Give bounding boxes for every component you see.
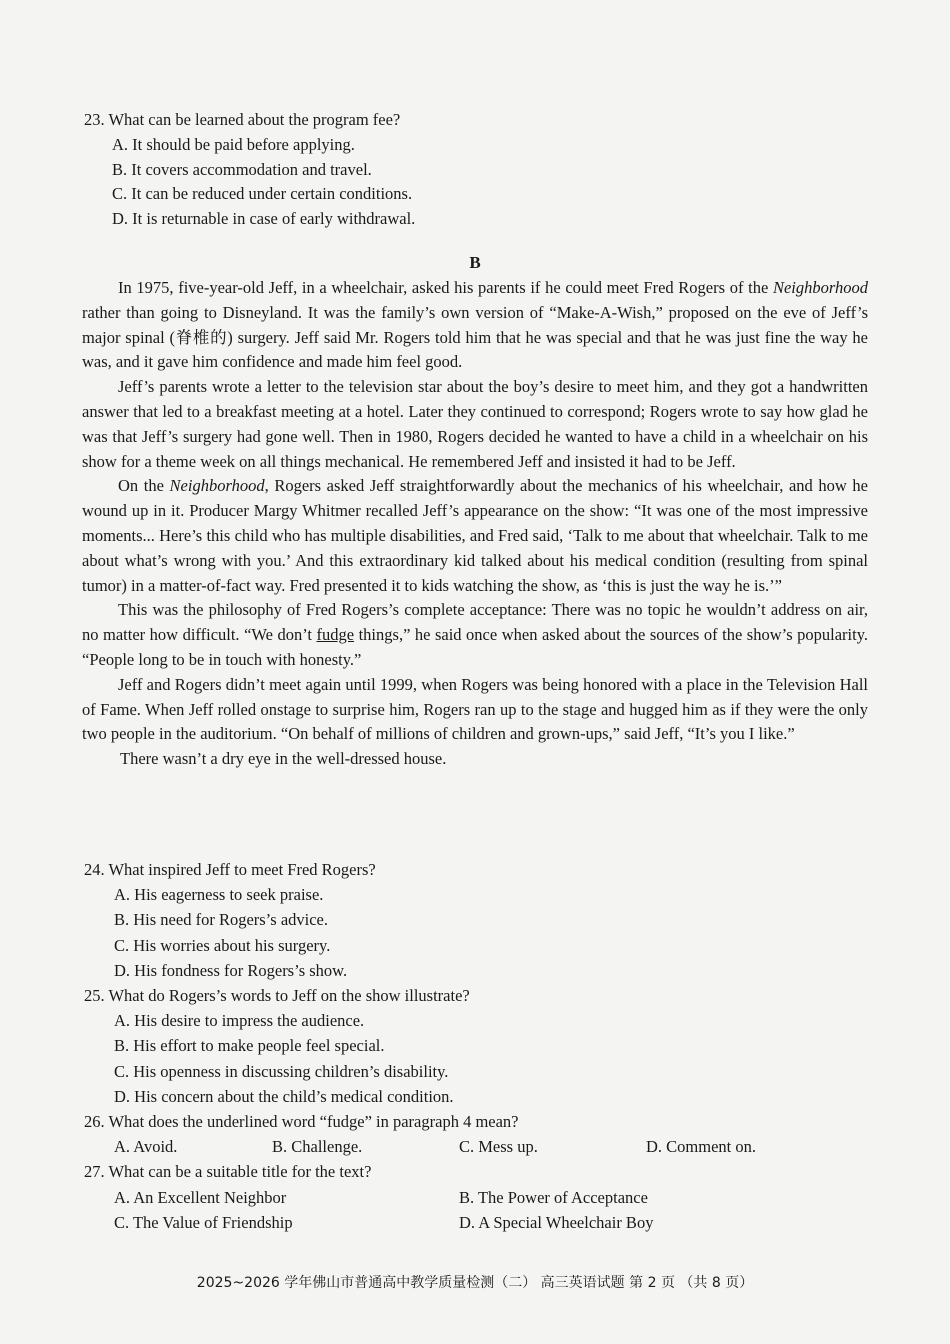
- paragraph-text: , Rogers asked Jeff straightforwardly about the mechanics of his wheelchair, and how he wound up in it. Producer Margy Whitmer recalled Jeff’s appearance on the show: “It was one of the most impressive moments... Here’s this child who has multiple disabilities, and Fred said, ‘Talk to me about that wheelchair. Talk to me about what’s wrong with you.’ And this extraordinary kid talked about his medical condition (resulting from spinal tumor) in a matter-of-fact way. Fred presented it to kids watching the show, as ‘this is just the way he is.’”: [82, 476, 868, 595]
- q27-options-row-1: [84, 1185, 884, 1210]
- reading-passage: [82, 276, 868, 772]
- underlined-word: fudge: [316, 625, 355, 645]
- italic-title: Neighborhood: [772, 278, 868, 297]
- option-c: C. It can be reduced under certain conditions.: [112, 184, 413, 204]
- q24-option-c: C. His worries about his surgery.: [114, 935, 331, 955]
- paragraph-text: On the: [118, 476, 170, 496]
- q26-options-row: [84, 1134, 884, 1159]
- q24-option-d: D. His fondness for Rogers’s show.: [114, 960, 348, 980]
- questions-block: [84, 857, 884, 1235]
- paragraph-3: [82, 474, 868, 598]
- q25-option-c: C. His openness in discussing children’s disability.: [114, 1061, 449, 1081]
- question-stem: 23. What can be learned about the program fee?: [84, 110, 401, 129]
- option-b: B. It covers accommodation and travel.: [112, 159, 372, 179]
- q27-option-b: B. The Power of Acceptance: [459, 1187, 648, 1207]
- paragraph-2: Jeff’s parents wrote a letter to the television star about the boy’s desire to meet him, and they got a handwritten answer that led to a breakfast meeting at a hotel. Later they continued to correspond; Rogers wrote to say how glad he was that Jeff’s surgery had gone well. Then in 1980, Rogers decided he wanted to have a child in a wheelchair on his show for a theme week on all things mechanical. He remembered Jeff and insisted it had to be Jeff.: [82, 377, 868, 471]
- q26-option-c: C. Mess up.: [459, 1137, 538, 1157]
- paragraph-4: [82, 598, 868, 672]
- q24-option-b: B. His need for Rogers’s advice.: [114, 910, 328, 930]
- option-d: D. It is returnable in case of early withdrawal.: [112, 209, 416, 229]
- paragraph-5: Jeff and Rogers didn’t meet again until 1999, when Rogers was being honored with a place in the Television Hall of Fame. When Jeff rolled onstage to surprise him, Rogers ran up to the stage and hugged him as if they were the only two people in the auditorium. “On behalf of millions of children and grown-ups,” said Jeff, “It’s you I like.”: [82, 674, 868, 744]
- q26-option-a: A. Avoid.: [114, 1137, 178, 1157]
- paragraph-text: things,” he said once when asked about the sources of the show’s popularity. “People long to be in touch with honesty.”: [82, 625, 868, 669]
- q27-option-c: C. The Value of Friendship: [114, 1212, 293, 1232]
- paragraph-6: There wasn’t a dry eye in the well-dressed house.: [120, 749, 447, 769]
- q26-option-b: B. Challenge.: [272, 1137, 363, 1157]
- italic-title: Neighborhood: [169, 476, 265, 496]
- q27-option-a: A. An Excellent Neighbor: [114, 1187, 287, 1207]
- paragraph-text: rather than going to Disneyland. It was the family’s own version of “Make-A-Wish,” proposed on the eve of Jeff’s major spinal (脊椎的) surgery. Jeff said Mr. Rogers told him that he was special and that he was just fine the way he was, and it gave him confidence and made him feel good.: [82, 302, 868, 372]
- question-24-stem: 24. What inspired Jeff to meet Fred Rogers?: [84, 860, 376, 879]
- paragraph-text: In 1975, five-year-old Jeff, in a wheelchair, asked his parents if he could meet Fred Rogers of the: [118, 278, 773, 297]
- question-26-stem: 26. What does the underlined word “fudge” in paragraph 4 mean?: [84, 1112, 519, 1132]
- question-23: [84, 108, 415, 232]
- q26-option-d: D. Comment on.: [646, 1137, 756, 1157]
- q27-options-row-2: [84, 1210, 884, 1235]
- q25-option-a: A. His desire to impress the audience.: [114, 1011, 365, 1031]
- option-a: A. It should be paid before applying.: [112, 134, 355, 154]
- q25-option-b: B. His effort to make people feel special.: [114, 1036, 385, 1056]
- q25-option-d: D. His concern about the child’s medical condition.: [114, 1086, 454, 1106]
- section-title: B: [469, 253, 481, 272]
- page-footer: 2025~2026 学年佛山市普通高中教学质量检测（二） 高三英语试题 第 2 页 （共 8 页）: [196, 1275, 754, 1291]
- paragraph-1: [82, 276, 868, 375]
- question-27-stem: 27. What can be a suitable title for the text?: [84, 1162, 372, 1182]
- paragraph-text: This was the philosophy of Fred Rogers’s complete acceptance: There was no topic he wouldn’t address on air, no matter how difficult. “We don’t: [82, 600, 868, 645]
- q24-option-a: A. His eagerness to seek praise.: [114, 885, 324, 905]
- question-25-stem: 25. What do Rogers’s words to Jeff on the show illustrate?: [84, 986, 470, 1006]
- q27-option-d: D. A Special Wheelchair Boy: [459, 1212, 654, 1232]
